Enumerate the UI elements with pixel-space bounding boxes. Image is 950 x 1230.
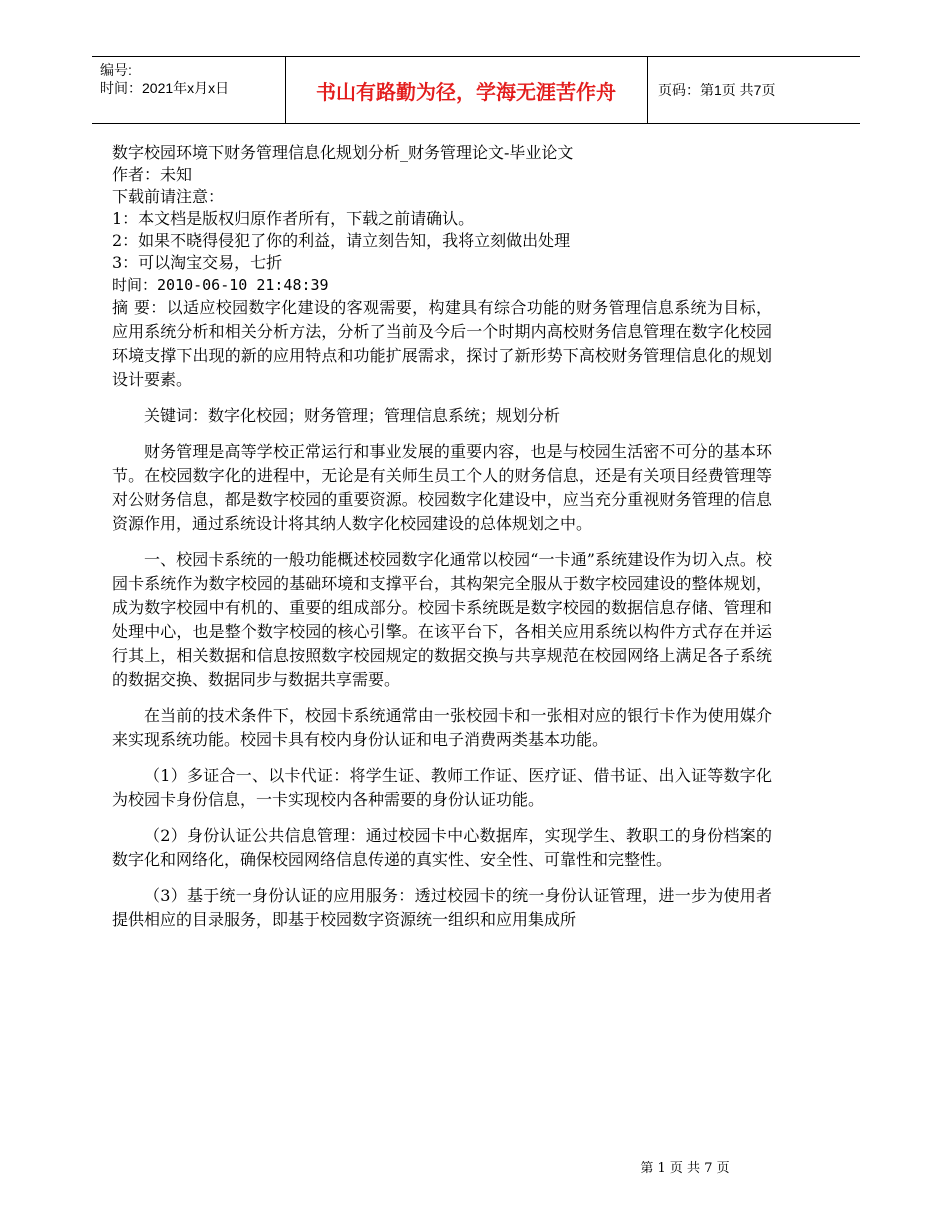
paragraph: （1）多证合一、以卡代证：将学生证、教师工作证、医疗证、借书证、出入证等数字化为校园卡身份信息，一卡实现校内各种需要的身份认证功能。 bbox=[112, 766, 772, 809]
header-number: 编号: bbox=[100, 62, 132, 78]
header-time: 时间：2021年x月x日 bbox=[100, 80, 230, 96]
footer-page-number: 第 1 页 共 7 页 bbox=[640, 1161, 730, 1176]
document-body bbox=[112, 142, 772, 932]
page-footer bbox=[0, 1157, 950, 1176]
document-author: 作者：未知 bbox=[112, 165, 193, 184]
notice-item: 1：本文档是版权归原作者所有，下载之前请确认。 bbox=[112, 209, 475, 228]
notice-item: 2：如果不晓得侵犯了你的利益，请立刻告知，我将立刻做出处理 bbox=[112, 231, 571, 250]
notice-item: 3：可以淘宝交易，七折 bbox=[112, 253, 283, 272]
paragraph: （3）基于统一身份认证的应用服务：透过校园卡的统一身份认证管理，进一步为使用者提供相应的目录服务，即基于校园数字资源统一组织和应用集成所 bbox=[112, 886, 772, 929]
paragraph: 一、校园卡系统的一般功能概述校园数字化通常以校园“一卡通”系统建设作为切入点。校园卡系统作为数字校园的基础环境和支撑平台，其构架完全服从于数字校园建设的整体规划，成为数字校园中有机的、重要的组成部分。校园卡系统既是数字校园的数据信息存储、管理和处理中心，也是整个数字校园的核心引擎。在该平台下，各相关应用系统以构件方式存在并运行其上，相关数据和信息按照数字校园规定的数据交换与共享规范在校园网络上满足各子系统的数据交换、数据同步与数据共享需要。 bbox=[112, 550, 772, 689]
header-meta bbox=[92, 57, 285, 123]
document-title: 数字校园环境下财务管理信息化规划分析_财务管理论文-毕业论文 bbox=[112, 143, 574, 162]
page-header bbox=[92, 56, 860, 124]
header-motto: 书山有路勤为径，学海无涯苦作舟 bbox=[316, 79, 616, 104]
abstract: 摘 要：以适应校园数字化建设的客观需要，构建具有综合功能的财务管理信息系统为目标，应用系统分析和相关分析方法，分析了当前及今后一个时期内高校财务信息管理在数字化校园环境支撑下出现的新的应用特点和功能扩展需求，探讨了新形势下高校财务管理信息化的规划设计要素。 bbox=[112, 298, 772, 389]
document-time: 时间：2010-06-10 21:48:39 bbox=[112, 276, 329, 294]
paragraph: 在当前的技术条件下，校园卡系统通常由一张校园卡和一张相对应的银行卡作为使用媒介来实现系统功能。校园卡具有校内身份认证和电子消费两类基本功能。 bbox=[112, 706, 772, 749]
header-page-info: 页码：第1页 共7页 bbox=[658, 82, 776, 98]
paragraph: （2）身份认证公共信息管理：通过校园卡中心数据库，实现学生、教职工的身份档案的数字化和网络化，确保校园网络信息传递的真实性、安全性、可靠性和完整性。 bbox=[112, 826, 772, 869]
download-notice: 下载前请注意： bbox=[112, 187, 225, 206]
keywords: 关键词：数字化校园；财务管理；管理信息系统；规划分析 bbox=[144, 406, 561, 425]
paragraph: 财务管理是高等学校正常运行和事业发展的重要内容，也是与校园生活密不可分的基本环节。在校园数字化的进程中，无论是有关师生员工个人的财务信息，还是有关项目经费管理等对公财务信息，都是数字校园的重要资源。校园数字化建设中，应当充分重视财务管理的信息资源作用，通过系统设计将其纳人数字化校园建设的总体规划之中。 bbox=[112, 442, 772, 533]
